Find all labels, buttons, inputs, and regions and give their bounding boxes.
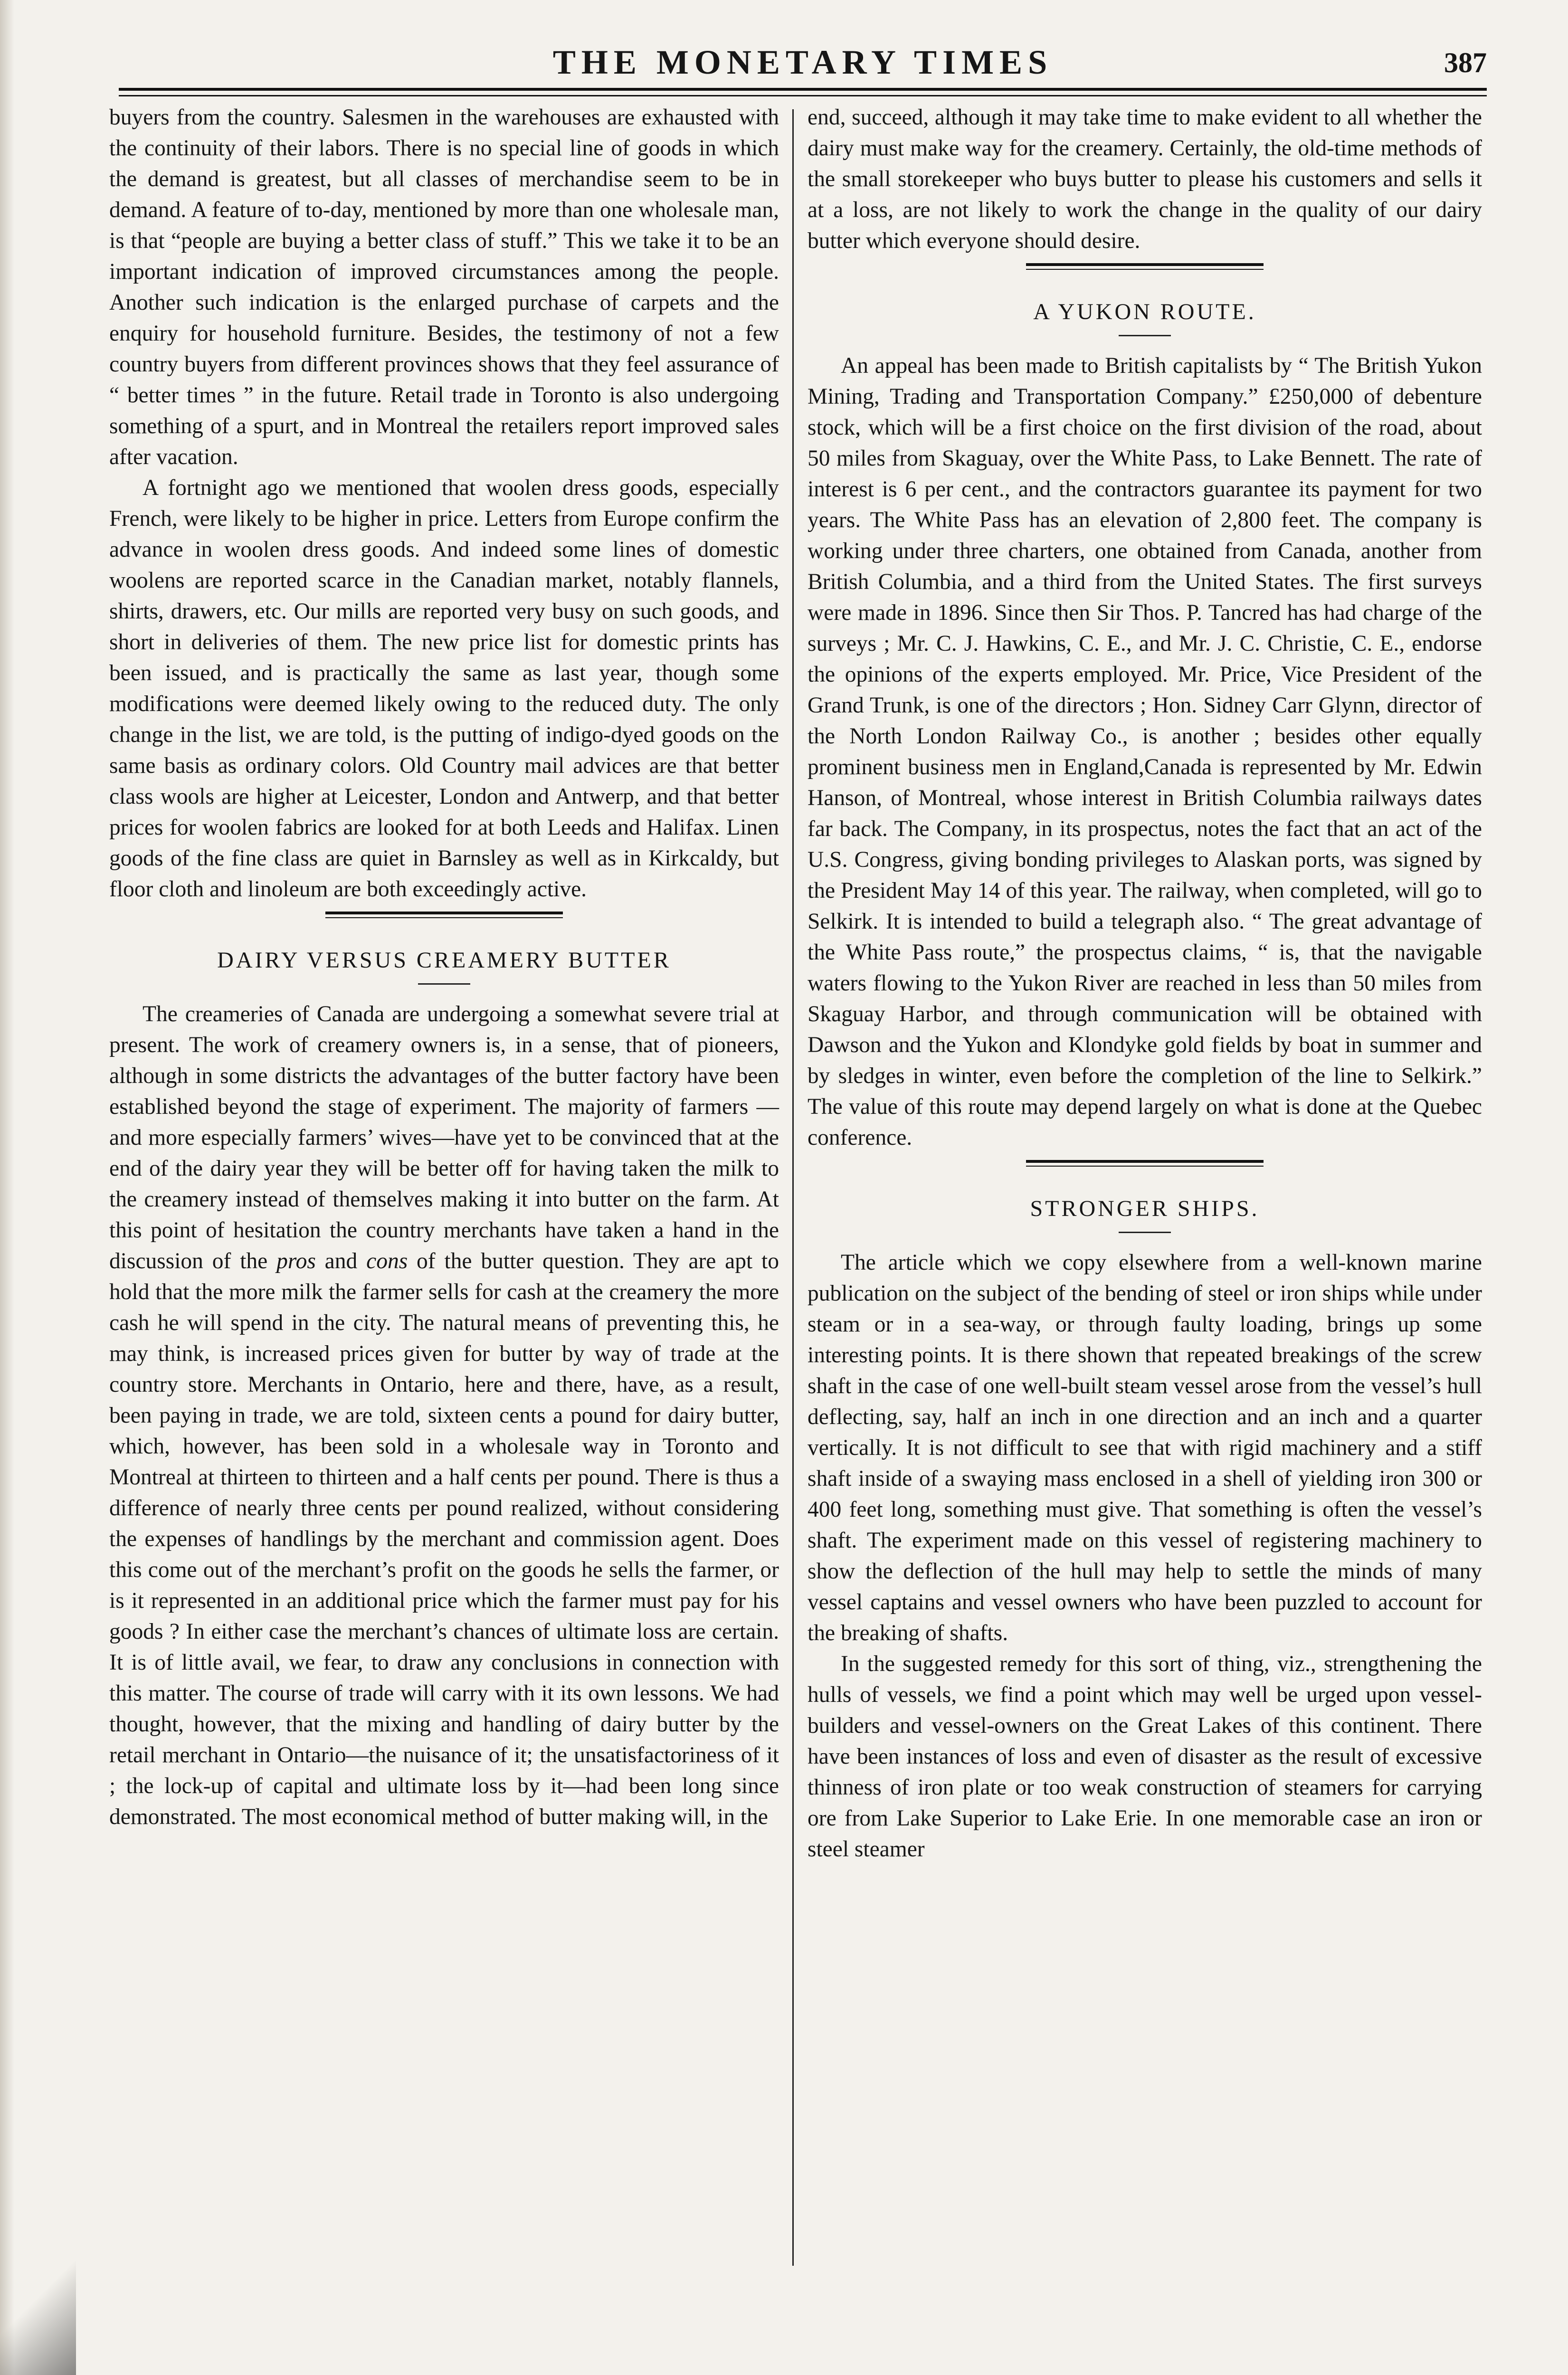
dairy-pros: pros [276, 1249, 316, 1273]
heading-stronger-ships: STRONGER SHIPS. [1030, 1196, 1260, 1221]
dairy-cons: cons [366, 1249, 408, 1273]
paragraph-yukon-route: An appeal has been made to British capitalists by “ The British Yukon Mining, Trading and Transportation Company.” £250,000 of debenture stock, which will be a first choice on the first division of the road, about 50 miles from Skaguay, over the White Pass, to Lake Bennett. The rate of interest is 6 per cent., and the contractors guarantee its payment for two years. The White Pass has an elevation of 2,800 feet. The company is working under three charters, one obtained from Canada, another from British Columbia, and a third from the United States. The first surveys were made in 1896. Since then Sir Thos. P. Tancred has had charge of the surveys ; Mr. C. J. Hawkins, C. E., and Mr. J. C. Christie, C. E., endorse the opinions of the experts employed. Mr. Price, Vice President of the Grand Trunk, is one of the directors ; Hon. Sidney Carr Glynn, director of the North London Railway Co., is another ; besides other equally prominent business men in England,Canada is represented by Mr. Edwin Hanson, of Montreal, whose interest in British Columbia railways dates far back. The Company, in its prospectus, notes the fact that an act of the U.S. Congress, giving bonding privileges to Alaskan ports, was signed by the President May 14 of this year. The railway, when completed, will go to Selkirk. It is intended to build a telegraph also. “ The great advantage of the White Pass route,” the prospectus claims, “ is, that the navigable waters flowing to the Yukon River are reached in less than 50 miles from Skaguay Harbor, and through communication will be obtained with Dawson and the Yukon and Klondyke gold fields by boat in summer and by sledges in winter, even before the completion of the line to Selkirk.” The value of this route may depend largely on what is done at the Quebec conference. [808, 353, 1482, 1150]
heading-dairy-vs-creamery: DAIRY VERSUS CREAMERY BUTTER [217, 948, 671, 973]
left-column [109, 102, 779, 2278]
dairy-text-part-2: of the butter question. They are apt to hold that the more milk the farmer sells for cash at the creamery the more cash he will spend in the city. The natural means of preventing this, he may think, is increased prices given for butter by way of trade at the country store. Merchants in Ontario, here and there, have, as a result, been paying in trade, we are told, sixteen cents a pound for dairy butter, which, however, has been sold in a wholesale way in Toronto and Montreal at thirteen to thirteen and a half cents per pound. There is thus a difference of nearly three cents per pound realized, without considering the expenses of handlings by the merchant and commission agent. Does this come out of the merchant’s profit on the goods he sells the farmer, or is it represented in an additional price which the farmer must pay for his goods ? In either case the merchant’s chances of ultimate loss are certain. It is of little avail, we fear, to draw any conclusions in connection with this matter. The course of trade will carry with it its own lessons. We had thought, however, that the mixing and handling of dairy butter by the retail merchant in Ontario—the nuisance of it; the unsatisfactoriness of it ; the lock-up of capital and ultimate loss by it—had been long since demonstrated. The most economical method of butter making will, in the [109, 1249, 779, 1829]
section-divider [808, 1160, 1482, 1174]
heading-yukon-route: A YUKON ROUTE. [1033, 299, 1256, 324]
column-divider [792, 109, 794, 2266]
page-header [119, 43, 1487, 95]
corner-shadow [0, 2255, 76, 2375]
paragraph-woolens: A fortnight ago we mentioned that woolen dress goods, especially French, were likely to be higher in price. Letters from Europe confirm the advance in woolen dress goods. And indeed some lines of domestic woolens are reported scarce in the Canadian market, notably flannels, shirts, drawers, etc. Our mills are reported very busy on such goods, and short in deliveries of them. The new price list for domestic prints has been issued, and is practically the same as last year, though some modifications were deemed likely owing to the reduced duty. The only change in the list, we are told, is the putting of indigo-dyed goods on the same basis as ordinary colors. Old Country mail advices are that better class wools are higher at Leicester, London and Antwerp, and that better prices for woolen fabrics are looked for at both Leeds and Halifax. Linen goods of the fine class are quiet in Barnsley as well as in Kirkcaldy, but floor cloth and linoleum are both exceedingly active. [109, 475, 779, 902]
page-edge-shadow [0, 0, 14, 2375]
section-divider [109, 912, 779, 926]
header-rule-thin [119, 95, 1487, 96]
dairy-and: and [315, 1249, 367, 1273]
right-column [808, 102, 1482, 2278]
header-rule [119, 88, 1487, 91]
paragraph-ships-2: In the suggested remedy for this sort of thing, viz., strengthening the hulls of vessels, we find a point which may well be urged upon vessel-builders and vessel-owners on the Great Lakes of this continent. There have been instances of loss and even of disaster as the result of excessive thinness of iron plate or too weak construction of steamers for carrying ore from Lake Superior to Lake Erie. In one memorable case an iron or steel steamer [808, 1652, 1482, 1862]
heading-underline [1119, 335, 1171, 336]
dairy-text-part-1: The creameries of Canada are undergoing a somewhat severe trial at present. The work of creamery owners is, in a sense, that of pioneers, although in some districts the advantages of the butter factory have been established beyond the stage of experiment. The majority of farmers —and more especially farmers’ wives—have yet to be convinced that at the end of the dairy year they will be better off for having taken the milk to the creamery instead of themselves making it into butter on the farm. At this point of hesitation the country merchants have taken a hand in the discussion of the [109, 1002, 779, 1273]
section-divider [808, 263, 1482, 277]
paragraph-trade-report: buyers from the country. Salesmen in the warehouses are exhausted with the continuity of their labors. There is no special line of goods in which the demand is greatest, but all classes of merchandise seem to be in demand. A feature of to-day, mentioned by more than one wholesale man, is that “people are buying a better class of stuff.” This we take it to be an important indication of improved circumstances among the people. Another such indication is the enlarged purchase of carpets and the enquiry for household furniture. Besides, the testimony of not a few country buyers from different provinces shows that they feel assurance of “ better times ” in the future. Retail trade in Toronto is also undergoing something of a spurt, and in Montreal the retailers report improved sales after vacation. [109, 105, 779, 469]
masthead: THE MONETARY TIMES [552, 43, 1053, 81]
paragraph-dairy-butter [109, 999, 779, 1833]
paragraph-dairy-continuation: end, succeed, although it may take time to make evident to all whether the dairy must make way for the creamery. Certainly, the old-time methods of the small storekeeper who buys butter to please his customers and sells it at a loss, are not likely to work the change in the quality of our dairy butter which everyone should desire. [808, 105, 1482, 253]
paragraph-ships-1: The article which we copy elsewhere from a well-known marine publication on the subject of the bending of steel or iron ships while under steam or in a sea-way, or through faulty loading, brings up some interesting points. It is there shown that repeated breakings of the screw shaft in the case of one well-built steam vessel arose from the vessel’s hull deflecting, say, half an inch in one direction and an inch and a quarter vertically. It is not difficult to see that with rigid machinery and a stiff shaft inside of a swaying mass enclosed in a shell of yielding iron 300 or 400 feet long, something must give. That something is often the vessel’s shaft. The experiment made on this vessel of registering machinery to show the deflection of the hull may help to settle the minds of many vessel captains and vessel owners who have been puzzled to account for the breaking of shafts. [808, 1250, 1482, 1645]
heading-underline [418, 983, 470, 985]
heading-underline [1119, 1232, 1171, 1233]
page-number: 387 [1444, 47, 1487, 78]
